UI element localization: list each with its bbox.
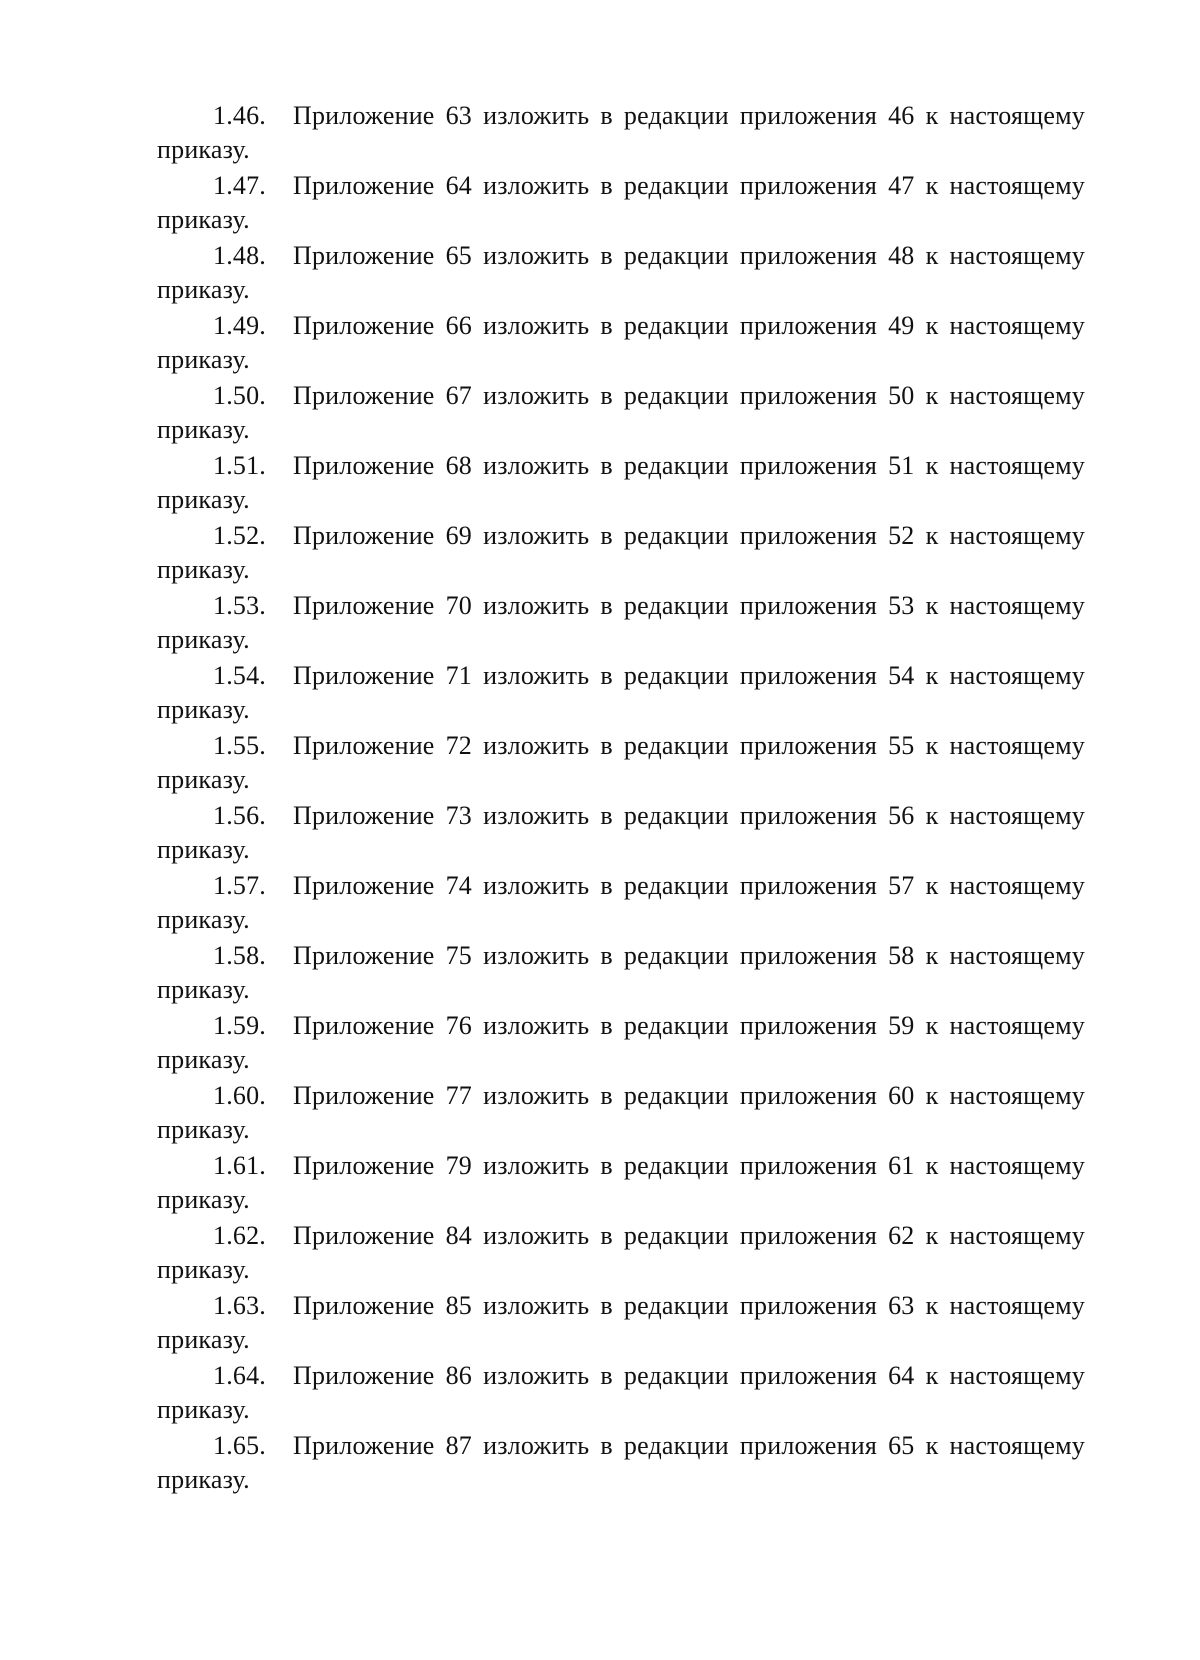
clause-word: в — [600, 241, 613, 270]
clause-word: 87 — [445, 1431, 473, 1460]
clause-word: в — [600, 941, 613, 970]
clause-word: к — [925, 871, 939, 900]
clause-word: приложения — [739, 731, 878, 760]
clause-word: настоящему — [949, 521, 1085, 550]
clause-word: Приложение — [293, 1291, 435, 1320]
clause-word: 51 — [888, 451, 915, 480]
clause-word: изложить — [483, 521, 590, 550]
clause-word: 54 — [888, 661, 915, 690]
clause-word: в — [600, 381, 613, 410]
clause-word: настоящему — [949, 591, 1085, 620]
clause-word: в — [600, 1081, 613, 1110]
clause-word: настоящему — [949, 731, 1085, 760]
clause-item — [157, 380, 1087, 450]
clause-word: 67 — [445, 381, 473, 410]
clause-word: редакции — [623, 871, 729, 900]
clause-word: к — [925, 451, 939, 480]
clause-word: редакции — [623, 1431, 729, 1460]
clause-number: 1.61. — [213, 1151, 266, 1180]
clause-word: приложения — [739, 1081, 878, 1110]
clause-continuation: приказу. — [157, 1465, 250, 1494]
clause-word: настоящему — [949, 1081, 1085, 1110]
clause-continuation: приказу. — [157, 135, 250, 164]
clause-item — [157, 1360, 1087, 1430]
clause-word: к — [925, 241, 939, 270]
clause-continuation: приказу. — [157, 975, 250, 1004]
clause-word: редакции — [623, 1221, 729, 1250]
clause-item — [157, 1080, 1087, 1150]
clause-word: Приложение — [293, 171, 435, 200]
clause-item — [157, 1220, 1087, 1290]
clause-word: 75 — [445, 941, 473, 970]
clause-word: настоящему — [949, 1011, 1085, 1040]
clause-word: 65 — [445, 241, 473, 270]
clause-word: к — [925, 311, 939, 340]
clause-word: в — [600, 1291, 613, 1320]
clause-number: 1.63. — [213, 1291, 266, 1320]
clause-item — [157, 170, 1087, 240]
clause-continuation: приказу. — [157, 345, 250, 374]
clause-list — [157, 100, 1087, 1500]
clause-continuation: приказу. — [157, 1045, 250, 1074]
clause-word: 48 — [888, 241, 915, 270]
clause-word: в — [600, 1361, 613, 1390]
clause-word: 65 — [888, 1431, 915, 1460]
clause-text — [293, 170, 1085, 202]
clause-item — [157, 730, 1087, 800]
clause-item — [157, 1150, 1087, 1220]
clause-text — [293, 1360, 1085, 1392]
clause-continuation: приказу. — [157, 1115, 250, 1144]
clause-word: в — [600, 661, 613, 690]
clause-word: настоящему — [949, 171, 1085, 200]
clause-word: изложить — [483, 1431, 590, 1460]
clause-word: к — [925, 1361, 939, 1390]
clause-text — [293, 310, 1085, 342]
clause-text — [293, 870, 1085, 902]
clause-word: 47 — [888, 171, 915, 200]
clause-word: к — [925, 1221, 939, 1250]
clause-word: редакции — [623, 101, 729, 130]
clause-text — [293, 380, 1085, 412]
clause-word: изложить — [483, 1081, 590, 1110]
clause-continuation: приказу. — [157, 765, 250, 794]
clause-word: приложения — [739, 1431, 878, 1460]
clause-word: изложить — [483, 871, 590, 900]
clause-continuation: приказу. — [157, 835, 250, 864]
clause-word: Приложение — [293, 591, 435, 620]
clause-word: к — [925, 1011, 939, 1040]
clause-word: настоящему — [949, 241, 1085, 270]
clause-word: к — [925, 1431, 939, 1460]
clause-word: 68 — [445, 451, 473, 480]
clause-item — [157, 450, 1087, 520]
clause-word: приложения — [739, 1011, 878, 1040]
clause-word: к — [925, 521, 939, 550]
clause-item — [157, 870, 1087, 940]
clause-word: изложить — [483, 591, 590, 620]
clause-number: 1.52. — [213, 521, 266, 550]
clause-word: редакции — [623, 941, 729, 970]
clause-word: редакции — [623, 381, 729, 410]
clause-word: Приложение — [293, 1431, 435, 1460]
clause-word: 53 — [888, 591, 915, 620]
clause-item — [157, 940, 1087, 1010]
clause-word: к — [925, 801, 939, 830]
clause-word: приложения — [739, 941, 878, 970]
clause-word: 59 — [888, 1011, 915, 1040]
clause-word: 71 — [445, 661, 473, 690]
clause-word: 60 — [888, 1081, 915, 1110]
clause-word: редакции — [623, 1081, 729, 1110]
clause-number: 1.58. — [213, 941, 266, 970]
clause-continuation: приказу. — [157, 1325, 250, 1354]
clause-word: 52 — [888, 521, 915, 550]
clause-continuation: приказу. — [157, 415, 250, 444]
clause-word: 56 — [888, 801, 915, 830]
clause-word: настоящему — [949, 941, 1085, 970]
clause-word: Приложение — [293, 661, 435, 690]
clause-word: 49 — [888, 311, 915, 340]
clause-word: к — [925, 171, 939, 200]
clause-word: Приложение — [293, 381, 435, 410]
clause-number: 1.48. — [213, 241, 266, 270]
clause-word: 84 — [445, 1221, 473, 1250]
clause-word: в — [600, 171, 613, 200]
clause-word: Приложение — [293, 1361, 435, 1390]
clause-word: приложения — [739, 1151, 878, 1180]
clause-text — [293, 240, 1085, 272]
clause-word: 86 — [445, 1361, 473, 1390]
clause-word: редакции — [623, 311, 729, 340]
clause-word: Приложение — [293, 801, 435, 830]
clause-word: изложить — [483, 941, 590, 970]
clause-word: изложить — [483, 1221, 590, 1250]
clause-word: приложения — [739, 171, 878, 200]
clause-text — [293, 660, 1085, 692]
clause-word: настоящему — [949, 1361, 1085, 1390]
clause-word: изложить — [483, 451, 590, 480]
clause-word: изложить — [483, 101, 590, 130]
clause-number: 1.62. — [213, 1221, 266, 1250]
clause-word: 73 — [445, 801, 473, 830]
clause-number: 1.55. — [213, 731, 266, 760]
clause-word: редакции — [623, 1361, 729, 1390]
clause-number: 1.60. — [213, 1081, 266, 1110]
clause-number: 1.53. — [213, 591, 266, 620]
clause-word: изложить — [483, 661, 590, 690]
clause-word: к — [925, 941, 939, 970]
clause-word: настоящему — [949, 101, 1085, 130]
clause-number: 1.47. — [213, 171, 266, 200]
clause-word: 63 — [888, 1291, 915, 1320]
clause-number: 1.46. — [213, 101, 266, 130]
clause-text — [293, 1080, 1085, 1112]
clause-word: изложить — [483, 171, 590, 200]
clause-word: Приложение — [293, 1081, 435, 1110]
clause-word: 62 — [888, 1221, 915, 1250]
clause-number: 1.50. — [213, 381, 266, 410]
clause-word: в — [600, 871, 613, 900]
clause-word: Приложение — [293, 1151, 435, 1180]
clause-word: редакции — [623, 1011, 729, 1040]
clause-word: изложить — [483, 801, 590, 830]
clause-word: настоящему — [949, 801, 1085, 830]
clause-word: к — [925, 591, 939, 620]
clause-word: 69 — [445, 521, 473, 550]
clause-word: к — [925, 1081, 939, 1110]
clause-text — [293, 100, 1085, 132]
clause-word: 46 — [888, 101, 915, 130]
clause-word: Приложение — [293, 1011, 435, 1040]
clause-word: 63 — [445, 101, 473, 130]
clause-word: редакции — [623, 1151, 729, 1180]
clause-item — [157, 100, 1087, 170]
clause-word: настоящему — [949, 661, 1085, 690]
clause-text — [293, 1010, 1085, 1042]
clause-word: в — [600, 1221, 613, 1250]
clause-number: 1.59. — [213, 1011, 266, 1040]
clause-word: приложения — [739, 311, 878, 340]
clause-word: настоящему — [949, 1221, 1085, 1250]
clause-word: Приложение — [293, 451, 435, 480]
clause-number: 1.54. — [213, 661, 266, 690]
clause-word: в — [600, 451, 613, 480]
clause-continuation: приказу. — [157, 905, 250, 934]
clause-word: приложения — [739, 101, 878, 130]
clause-text — [293, 1430, 1085, 1462]
clause-word: настоящему — [949, 1291, 1085, 1320]
clause-word: 66 — [445, 311, 473, 340]
clause-word: в — [600, 801, 613, 830]
clause-word: в — [600, 311, 613, 340]
clause-word: к — [925, 731, 939, 760]
clause-word: редакции — [623, 591, 729, 620]
clause-word: приложения — [739, 871, 878, 900]
clause-continuation: приказу. — [157, 205, 250, 234]
clause-word: изложить — [483, 241, 590, 270]
clause-continuation: приказу. — [157, 275, 250, 304]
clause-word: приложения — [739, 381, 878, 410]
clause-continuation: приказу. — [157, 695, 250, 724]
clause-word: Приложение — [293, 311, 435, 340]
clause-number: 1.49. — [213, 311, 266, 340]
clause-word: приложения — [739, 521, 878, 550]
clause-word: редакции — [623, 1291, 729, 1320]
clause-word: редакции — [623, 451, 729, 480]
clause-word: Приложение — [293, 731, 435, 760]
clause-word: Приложение — [293, 241, 435, 270]
clause-text — [293, 520, 1085, 552]
clause-number: 1.64. — [213, 1361, 266, 1390]
clause-word: приложения — [739, 661, 878, 690]
clause-word: приложения — [739, 1361, 878, 1390]
clause-word: редакции — [623, 661, 729, 690]
clause-word: настоящему — [949, 1151, 1085, 1180]
clause-word: 58 — [888, 941, 915, 970]
clause-text — [293, 730, 1085, 762]
clause-word: 61 — [888, 1151, 915, 1180]
clause-word: изложить — [483, 311, 590, 340]
clause-continuation: приказу. — [157, 1395, 250, 1424]
clause-word: 64 — [888, 1361, 915, 1390]
clause-word: 64 — [445, 171, 473, 200]
clause-word: изложить — [483, 1011, 590, 1040]
clause-text — [293, 590, 1085, 622]
clause-word: приложения — [739, 1291, 878, 1320]
clause-item — [157, 240, 1087, 310]
clause-word: изложить — [483, 1151, 590, 1180]
clause-word: настоящему — [949, 871, 1085, 900]
clause-word: редакции — [623, 171, 729, 200]
clause-word: изложить — [483, 1291, 590, 1320]
clause-item — [157, 1290, 1087, 1360]
clause-continuation: приказу. — [157, 1255, 250, 1284]
clause-word: 76 — [445, 1011, 473, 1040]
clause-word: изложить — [483, 1361, 590, 1390]
clause-word: к — [925, 381, 939, 410]
clause-word: настоящему — [949, 311, 1085, 340]
clause-word: редакции — [623, 241, 729, 270]
clause-number: 1.57. — [213, 871, 266, 900]
clause-word: 74 — [445, 871, 473, 900]
clause-word: к — [925, 101, 939, 130]
clause-word: 79 — [445, 1151, 473, 1180]
clause-word: в — [600, 1431, 613, 1460]
clause-item — [157, 800, 1087, 870]
clause-word: приложения — [739, 801, 878, 830]
clause-word: приложения — [739, 1221, 878, 1250]
clause-number: 1.65. — [213, 1431, 266, 1460]
clause-continuation: приказу. — [157, 1185, 250, 1214]
clause-item — [157, 1430, 1087, 1500]
clause-word: 70 — [445, 591, 473, 620]
clause-word: в — [600, 521, 613, 550]
clause-text — [293, 940, 1085, 972]
clause-word: приложения — [739, 451, 878, 480]
clause-item — [157, 310, 1087, 380]
clause-word: 55 — [888, 731, 915, 760]
clause-text — [293, 1220, 1085, 1252]
clause-text — [293, 800, 1085, 832]
clause-word: изложить — [483, 381, 590, 410]
clause-word: настоящему — [949, 381, 1085, 410]
clause-item — [157, 520, 1087, 590]
clause-word: к — [925, 1291, 939, 1320]
clause-word: 77 — [445, 1081, 473, 1110]
clause-text — [293, 1290, 1085, 1322]
clause-item — [157, 660, 1087, 730]
clause-word: Приложение — [293, 521, 435, 550]
clause-word: приложения — [739, 591, 878, 620]
clause-word: приложения — [739, 241, 878, 270]
clause-text — [293, 450, 1085, 482]
clause-text — [293, 1150, 1085, 1182]
clause-word: 72 — [445, 731, 473, 760]
clause-word: в — [600, 1011, 613, 1040]
clause-number: 1.56. — [213, 801, 266, 830]
clause-word: Приложение — [293, 871, 435, 900]
clause-word: 50 — [888, 381, 915, 410]
clause-continuation: приказу. — [157, 625, 250, 654]
clause-word: к — [925, 1151, 939, 1180]
clause-word: Приложение — [293, 941, 435, 970]
clause-word: к — [925, 661, 939, 690]
clause-item — [157, 590, 1087, 660]
clause-word: в — [600, 731, 613, 760]
clause-word: редакции — [623, 801, 729, 830]
clause-word: Приложение — [293, 1221, 435, 1250]
clause-word: в — [600, 1151, 613, 1180]
clause-word: Приложение — [293, 101, 435, 130]
clause-word: в — [600, 591, 613, 620]
clause-continuation: приказу. — [157, 485, 250, 514]
clause-word: редакции — [623, 521, 729, 550]
clause-word: настоящему — [949, 451, 1085, 480]
clause-word: в — [600, 101, 613, 130]
clause-continuation: приказу. — [157, 555, 250, 584]
clause-word: 85 — [445, 1291, 473, 1320]
clause-word: 57 — [888, 871, 915, 900]
clause-word: редакции — [623, 731, 729, 760]
clause-item — [157, 1010, 1087, 1080]
clause-word: изложить — [483, 731, 590, 760]
clause-number: 1.51. — [213, 451, 266, 480]
clause-word: настоящему — [949, 1431, 1085, 1460]
